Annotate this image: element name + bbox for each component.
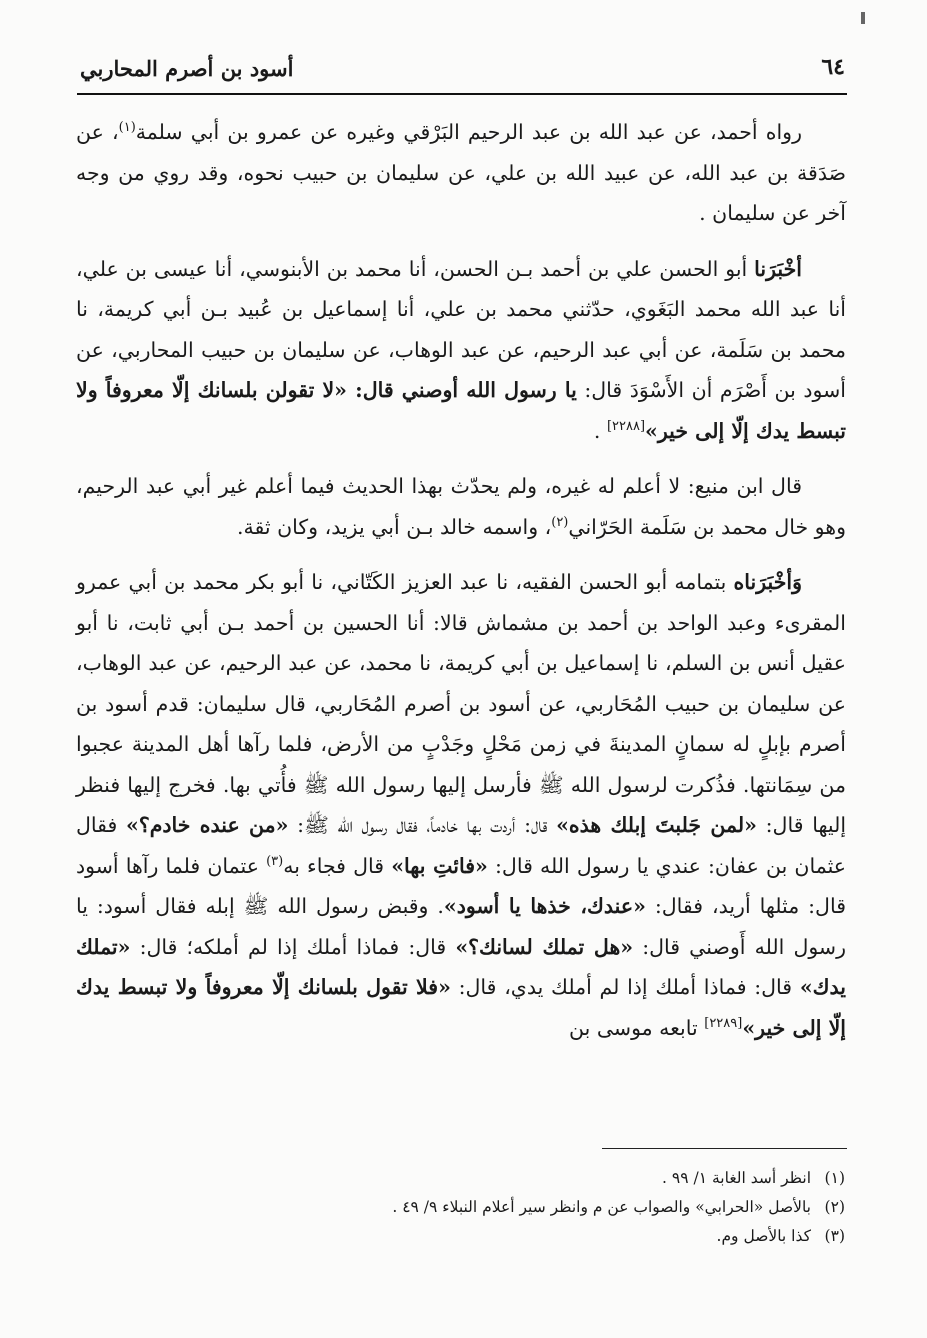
hadith-quote: يا رسول الله أوصني قال: «لا تقولن بلسانك إلّا معروفاً ولا تبسط يدك إلّا إلى خير» bbox=[76, 378, 846, 443]
hadith-number: [٢٢٨٨] bbox=[606, 418, 646, 434]
hadith-quote: «من عنده خادم؟» bbox=[126, 813, 289, 837]
footnote-text: بالأصل «الحرابي» والصواب عن م وانظر سير أعلام النبلاء ٩/ ٤٩ . bbox=[392, 1198, 811, 1216]
hadith-number: [٢٢٨٩] bbox=[704, 1015, 743, 1031]
isnad-lead: وَأخْبَرَناه bbox=[733, 570, 802, 594]
footnote-2 bbox=[145, 1193, 845, 1222]
hadith-quote: «لمن جَلبتَ إبلك هذه» bbox=[556, 813, 757, 837]
hadith-quote: «تملك يدك» bbox=[76, 934, 846, 999]
footnote-3 bbox=[145, 1222, 845, 1251]
main-text bbox=[76, 112, 846, 1048]
paragraph-2: أخْبَرَنا أبو الحسن علي بن أحمد بـن الحسن، أنا محمد بن الأبنوسي، أنا عيسى بن علي، أنا عبد الله محمد البَغَوي، حدّثني محمد بن علي، أنا إسماعيل بن عُبيد بـن أبي كريمة، نا محمد بن سَلَمة، عن أبي عبد الرحيم، عن عبد الوهاب، عن سليمان بن حبيب المحاربي، عن أسود بن أَصْرَم أن الأَسْوَدَ قال: يا رسول الله أوصني قال: «لا تقولن بلسانك إلّا معروفاً ولا تبسط يدك إلّا إلى خير»[٢٢٨٨] . bbox=[76, 256, 846, 443]
footnote-text: كذا بالأصل وم. bbox=[716, 1227, 811, 1245]
footnote-number: (٣) bbox=[824, 1227, 845, 1245]
footnote-ref-2: (٢) bbox=[551, 514, 569, 530]
footnote-ref-1: (١) bbox=[118, 120, 136, 136]
header-rule bbox=[77, 93, 847, 95]
paragraph-3: قال ابن منيع: لا أعلم له غيره، ولم يحدّث بهذا الحديث فيما أعلم غير أبي عبد الرحيم، وهو خال محمد بن سَلَمة الحَرّاني$^{(٢)}$، واسمه خالد بـن أبي يزيد، وكان ثقة. bbox=[76, 474, 846, 539]
footnote-1 bbox=[145, 1164, 845, 1193]
footnote-text: انظر أسد الغابة ١/ ٩٩ . bbox=[662, 1169, 811, 1187]
footnote-ref-3: (٣) bbox=[266, 853, 284, 869]
hadith-quote: «هل تملك لسانك؟» bbox=[455, 934, 634, 959]
paragraph-4: وَأخْبَرَناه بتمامه أبو الحسن الفقيه، نا عبد العزيز الكَتّاني، نا أبو بكر محمد بن أبي عمرو المقرىء وعبد الواحد بن أحمد بن مشماش قالا: أنا الحسين بن أحمد بـن أبي ثابت، نا أبو عقيل أنس بن السلم، نا إسماعيل بن أبي كريمة، نا محمد، عن عبد الرحيم، عن عبد الوهاب، عن سليمان بن حبيب المُحَاربي، عن أسود بن أصرم المُحَاربي، قال سليمان: قدم أسود بن أصرم بإبلٍ له سمانٍ المدينةَ في زمن مَحْلٍ وجَدْبٍ من الأرض، فلما رآها أهل المدينة عجبوا من سِمَانتها. فذُكرت لرسول الله ﷺ فأرسل إليها رسول الله ﷺ فأُتي بها. فخرج إليها فنظر إليها قال: «لمن جَلبتَ إبلك هذه» قال: أردت بها خادماً، فقال رسول الله ﷺ: «من عنده خادم؟» فقال عثمان بن عفان: عندي يا رسول الله قال: «فائتِ بها» قال فجاء به$^{(٣)}$ عتمان فلما رآها أسود قال: مثلها أريد، فقال: «عندك، خذها يا أسود». وقبض رسول الله ﷺ إبله فقال أسود: يا رسول الله أَوصني قال: «هل تملك لسانك؟» قال: فماذا أملك إذا لم أملكه؛ قال: «تملك يدك» قال: فماذا أملك إذا لم أملك يدي، قال: «فلا تقول بلسانك إلّا معروفاً ولا تبسط يدك إلّا إلى خير»[٢٢٨٩] تابعه موسى بن bbox=[76, 570, 847, 1040]
footnote-rule bbox=[602, 1148, 847, 1149]
running-title: أسود بن أصرم المحاربي bbox=[80, 56, 294, 81]
scan-edge-mark bbox=[861, 12, 865, 24]
footnotes bbox=[145, 1164, 845, 1251]
running-header bbox=[80, 50, 845, 90]
isnad-lead: أخْبَرَنا bbox=[754, 256, 802, 281]
footnote-number: (٢) bbox=[824, 1198, 845, 1216]
footnote-number: (١) bbox=[824, 1169, 845, 1187]
paragraph-1: رواه أحمد، عن عبد الله بن عبد الرحيم البَرْقي وغيره عن عمرو بن أبي سلمة$^{(١)}$، عن صَدَقة بن عبد الله، عن عبيد الله بن علي، عن سليمان بن حبيب نحوه، وقد روي من وجه آخر عن سليمان . bbox=[76, 120, 846, 225]
hadith-quote: «عندك، خذها يا أسود» bbox=[443, 894, 646, 918]
page-number: ٦٤ bbox=[821, 54, 845, 80]
hadith-quote: «فلا تقول بلسانك إلّا معروفاً ولا تبسط يدك إلّا إلى خير» bbox=[76, 975, 846, 1040]
hadith-quote: «فائتِ بها» bbox=[391, 853, 488, 878]
